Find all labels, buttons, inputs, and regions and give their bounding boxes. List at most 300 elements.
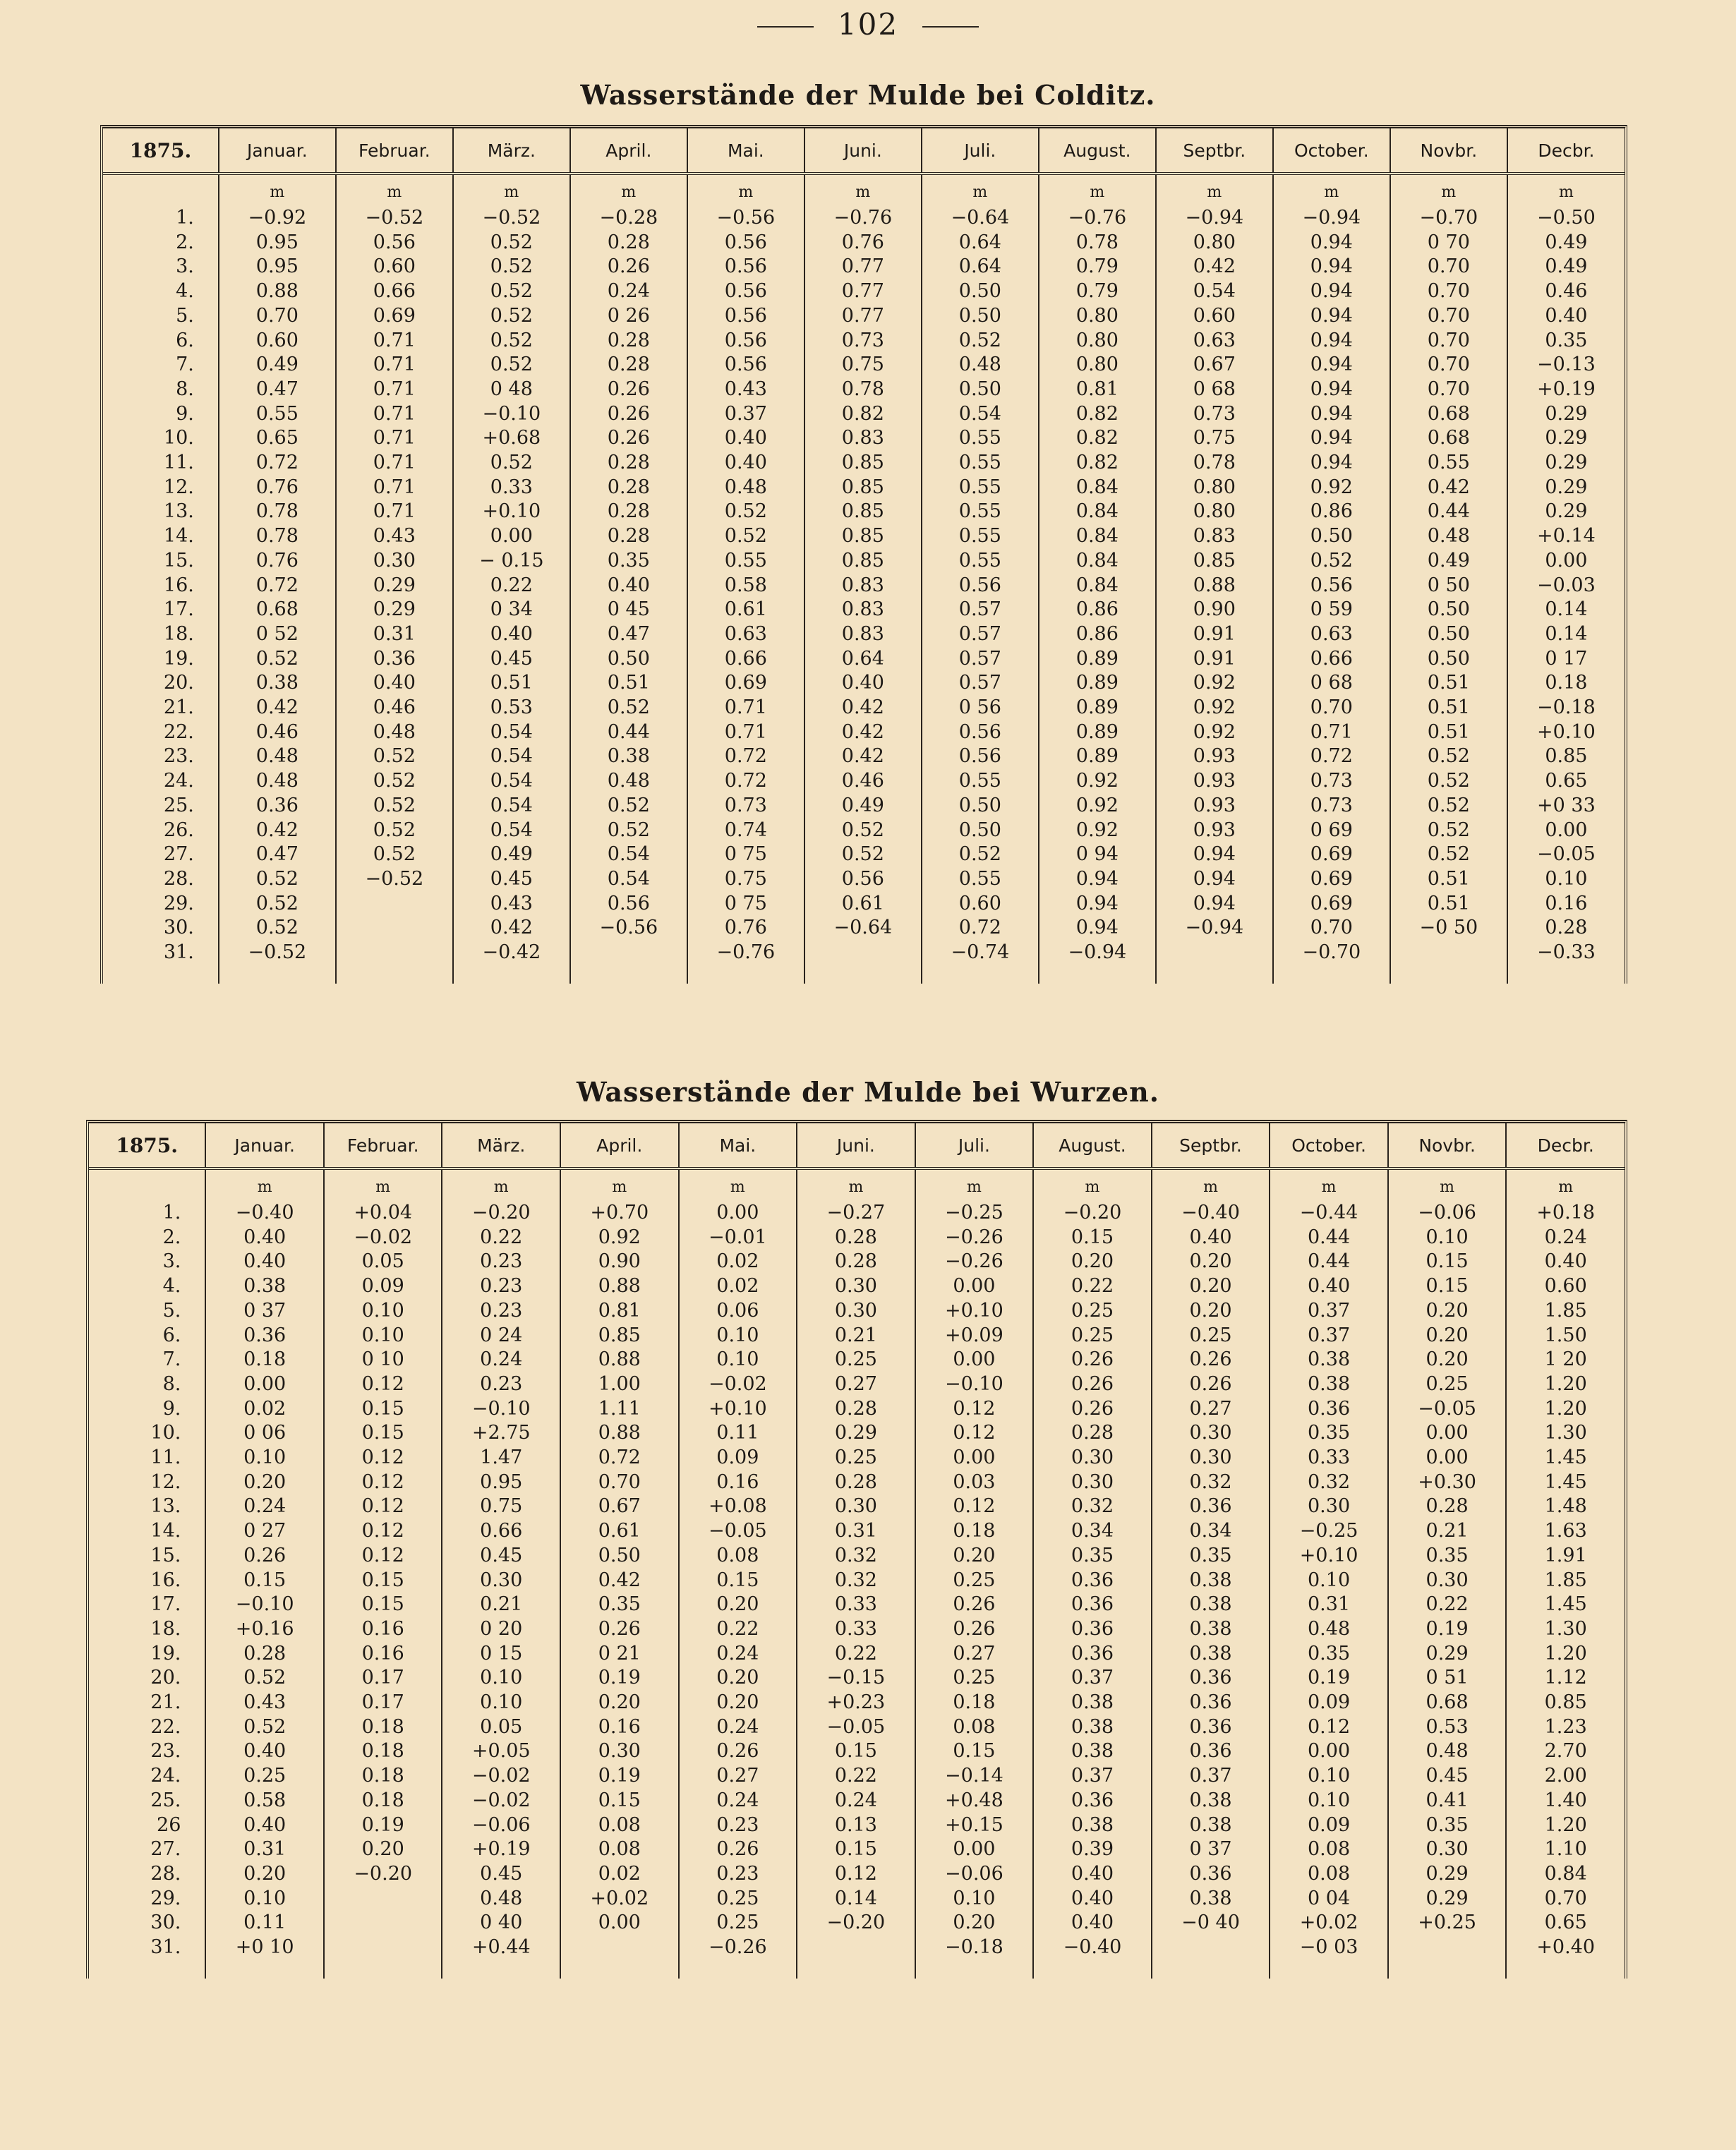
water-level-cell: 0.80 [1039,353,1156,378]
water-level-cell: 0.16 [324,1617,442,1642]
water-level-cell: 0.49 [219,353,336,378]
water-level-cell: 0.72 [560,1446,679,1470]
water-level-cell: 0.00 [1270,1739,1388,1764]
water-level-cell: 0.28 [797,1470,915,1495]
water-level-cell: 0.49 [1507,231,1625,255]
water-level-cell: 0.48 [336,720,453,745]
water-level-cell: 0.14 [1507,622,1625,647]
water-level-cell: 0.82 [1039,451,1156,476]
water-level-cell: 0.00 [915,1837,1034,1862]
water-level-cell: 0.77 [804,304,922,329]
water-level-cell: 0.67 [560,1494,679,1519]
water-level-cell: −0.94 [1273,206,1390,231]
water-level-cell: 0.63 [687,622,804,647]
water-level-cell: 0.36 [1033,1617,1152,1642]
unit-label: m [1273,174,1390,206]
table-row [89,1569,1625,1593]
water-level-cell: 0.52 [219,867,336,892]
water-level-cell: +0.30 [1388,1470,1507,1495]
table-row [89,1372,1625,1397]
water-level-cell: 0.45 [1388,1764,1507,1789]
water-level-cell: 0.30 [336,549,453,574]
water-level-cell: 0.84 [1506,1862,1625,1887]
water-level-cell: 0.28 [1507,916,1625,941]
table-row [103,892,1625,917]
water-level-cell: 0.25 [915,1666,1034,1691]
water-level-cell: 0.38 [1033,1691,1152,1715]
water-level-cell: 0.20 [205,1470,324,1495]
water-level-cell: 0.56 [922,720,1039,745]
water-level-cell: 0.84 [1039,574,1156,598]
water-level-cell: 0.29 [1388,1887,1507,1912]
day-label: 8. [162,1372,181,1395]
day-label: 15. [163,549,194,572]
unit-label: m [324,1168,442,1201]
water-level-cell: −0.06 [442,1813,560,1838]
water-level-cell: 0.08 [679,1544,797,1569]
water-level-cell: 0.20 [1388,1348,1507,1372]
water-level-cell: 0.71 [687,720,804,745]
water-level-cell: 0.71 [336,402,453,427]
wurzen-table-title: Wasserstände der Mulde bei Wurzen. [576,1076,1160,1108]
water-level-cell: 0.48 [1270,1617,1388,1642]
water-level-cell: 0.52 [453,353,570,378]
water-level-cell: 0.30 [560,1739,679,1764]
month-header: Februar. [324,1123,442,1168]
water-level-cell: 0.54 [922,402,1039,427]
water-level-cell: 0.20 [205,1862,324,1887]
unit-label: m [804,174,922,206]
water-level-cell: 0.92 [1156,671,1273,696]
water-level-cell: 0.95 [442,1470,560,1495]
water-level-cell: −0.26 [679,1935,797,1960]
water-level-cell: 0.94 [1273,255,1390,279]
water-level-cell: 0.10 [205,1446,324,1470]
water-level-cell: 0.08 [915,1715,1034,1740]
water-level-cell: 0.51 [453,671,570,696]
water-level-cell [336,941,453,965]
water-level-cell: 0.46 [1507,279,1625,304]
water-level-cell: 0.57 [922,647,1039,672]
water-level-cell: 0.20 [679,1593,797,1617]
water-level-cell: 0.89 [1039,696,1156,720]
day-label: 9. [162,1397,181,1420]
table-row [89,1593,1625,1617]
water-level-cell: 0.49 [804,794,922,819]
water-level-cell: 0.53 [453,696,570,720]
table-row [103,574,1625,598]
water-level-cell: 0.52 [336,794,453,819]
table-row [103,426,1625,451]
water-level-cell: 0.32 [1152,1470,1270,1495]
day-label: 30. [163,917,194,939]
water-level-cell: 0.20 [1388,1299,1507,1324]
water-level-cell: 0.90 [560,1250,679,1274]
water-level-cell: 0.38 [1152,1569,1270,1593]
water-level-cell: 0.92 [1039,794,1156,819]
water-level-cell: 0.30 [797,1299,915,1324]
water-level-cell: 0.84 [1039,524,1156,549]
water-level-cell: 0.76 [219,549,336,574]
day-label: 26 [157,1813,181,1836]
water-level-cell: 0.51 [1390,671,1507,696]
water-level-cell: 0.38 [1152,1617,1270,1642]
water-level-cell: 0.71 [336,426,453,451]
water-level-cell: 0.09 [324,1274,442,1299]
water-level-cell: 0 94 [1039,843,1156,867]
water-level-cell: 0.40 [336,671,453,696]
water-level-cell: 0.71 [336,476,453,500]
water-level-cell: −0.03 [1507,574,1625,598]
day-label: 8. [176,378,194,400]
water-level-cell: 0.36 [1270,1397,1388,1422]
water-level-cell: 0.60 [1156,304,1273,329]
water-level-cell: 0.55 [922,549,1039,574]
table-row [103,647,1625,672]
water-level-cell: 0.28 [1033,1421,1152,1446]
water-level-cell: 0 27 [205,1519,324,1544]
water-level-cell: 0.94 [1273,451,1390,476]
water-level-cell: − 0.15 [453,549,570,574]
water-level-cell: 0.20 [915,1911,1034,1935]
water-level-cell: 0.26 [1033,1348,1152,1372]
water-level-cell: 0 37 [1152,1837,1270,1862]
water-level-cell: 0.38 [219,671,336,696]
water-level-cell: 0.12 [324,1470,442,1495]
water-level-cell: 0.72 [219,451,336,476]
water-level-cell: 0.73 [1156,402,1273,427]
water-level-cell: −0.44 [1270,1201,1388,1226]
water-level-cell: 0.02 [679,1250,797,1274]
day-label: 19. [150,1642,181,1665]
header-row [103,128,1625,174]
spacer-cell [570,965,687,984]
water-level-cell: 0.73 [1273,769,1390,794]
water-level-cell: −0.05 [1507,843,1625,867]
water-level-cell: 0.85 [1507,744,1625,769]
table-row [103,500,1625,524]
water-level-cell: 0.72 [219,574,336,598]
water-level-cell: 0.58 [205,1789,324,1813]
water-level-cell: 0.36 [1033,1569,1152,1593]
water-level-cell: 0.71 [1273,720,1390,745]
water-level-cell: 1.40 [1506,1789,1625,1813]
water-level-cell: 0.52 [453,451,570,476]
water-level-cell: 0.44 [570,720,687,745]
table-row [103,867,1625,892]
water-level-cell: 0.37 [1033,1764,1152,1789]
table-row [103,279,1625,304]
water-level-cell: 0.84 [1039,476,1156,500]
water-level-cell: 0.47 [570,622,687,647]
unit-label: m [205,1168,324,1201]
water-level-cell: 0.30 [1152,1421,1270,1446]
water-level-cell: 0.94 [1156,867,1273,892]
water-level-cell: 0.26 [915,1617,1034,1642]
water-level-cell: 0.40 [205,1739,324,1764]
water-level-cell: 0.50 [1390,622,1507,647]
water-level-cell: 0.85 [1506,1691,1625,1715]
water-level-cell: 0.26 [205,1544,324,1569]
water-level-cell: 0.29 [1507,402,1625,427]
water-level-cell: 0.26 [1152,1348,1270,1372]
water-level-cell: 0.94 [1156,892,1273,917]
water-level-cell: 0.36 [205,1324,324,1348]
water-level-cell: 0.21 [1388,1519,1507,1544]
water-level-cell: 0.20 [679,1666,797,1691]
table-row [103,843,1625,867]
water-level-cell: 1.45 [1506,1593,1625,1617]
day-label: 22. [150,1715,181,1738]
water-level-cell: 0 20 [442,1617,560,1642]
water-level-cell: 0.56 [687,329,804,354]
water-level-cell: 0.60 [336,255,453,279]
table-row [103,549,1625,574]
water-level-cell: 0.81 [1039,378,1156,402]
day-label: 24. [150,1765,181,1787]
water-level-cell: 0.16 [679,1470,797,1495]
water-level-cell: 0.55 [1390,451,1507,476]
water-level-cell: 0.08 [560,1837,679,1862]
table-row [89,1617,1625,1642]
water-level-cell: 0.44 [1270,1250,1388,1274]
water-level-cell: 0.77 [804,255,922,279]
spacer-cell [1506,1960,1625,1979]
table-row [89,1421,1625,1446]
day-label: 6. [162,1324,181,1346]
month-header: Januar. [205,1123,324,1168]
water-level-cell: 0.42 [453,916,570,941]
water-level-cell: 0.24 [570,279,687,304]
water-level-cell: 0.15 [1388,1250,1507,1274]
month-header: Septbr. [1152,1123,1270,1168]
water-level-cell: 0.26 [679,1837,797,1862]
water-level-cell: −0.40 [1152,1201,1270,1226]
water-level-cell: 1.30 [1506,1421,1625,1446]
unit-blank-cell [103,174,219,206]
table-row [103,819,1625,843]
water-level-cell: 0 68 [1273,671,1390,696]
day-label: 13. [163,500,194,523]
water-level-cell: 0.10 [1270,1764,1388,1789]
month-header: April. [570,128,687,174]
water-level-cell: 0.91 [1156,647,1273,672]
water-level-cell: −0.33 [1507,941,1625,965]
water-level-cell: 0 34 [453,598,570,622]
water-level-cell: 0.69 [1273,843,1390,867]
water-level-cell: 0.30 [797,1274,915,1299]
table-row [103,671,1625,696]
header-row [89,1123,1625,1168]
water-level-cell: 0.28 [570,231,687,255]
spacer-cell [205,1960,324,1979]
water-level-cell: −0 40 [1152,1911,1270,1935]
water-level-cell: 0.89 [1039,720,1156,745]
unit-label: m [1270,1168,1388,1201]
water-level-cell: 0.40 [570,574,687,598]
water-level-cell: 0.25 [679,1887,797,1912]
water-level-cell: 0.40 [205,1250,324,1274]
water-level-cell: 0.60 [922,892,1039,917]
water-level-cell: −0.52 [336,206,453,231]
water-level-cell: 0.00 [560,1911,679,1935]
water-level-cell: 0.92 [560,1226,679,1250]
water-level-cell: 0.26 [915,1593,1034,1617]
unit-label: m [1507,174,1625,206]
water-level-cell: 0.14 [1507,598,1625,622]
water-level-cell: 0.54 [570,867,687,892]
water-level-cell: 0.20 [1152,1274,1270,1299]
water-level-cell: 0.80 [1156,476,1273,500]
water-level-cell: 0.73 [687,794,804,819]
water-level-cell: 0.55 [922,769,1039,794]
water-level-cell: 0.32 [797,1544,915,1569]
colditz-table-title: Wasserstände der Mulde bei Colditz. [580,79,1156,111]
water-level-cell: 0.40 [1152,1226,1270,1250]
spacer-cell [453,965,570,984]
water-level-cell: 0.76 [219,476,336,500]
water-level-cell: 0.02 [679,1274,797,1299]
water-level-cell: 0.82 [804,402,922,427]
table-row [89,1446,1625,1470]
water-level-cell: −0.74 [922,941,1039,965]
water-level-cell: 0.85 [804,524,922,549]
water-level-cell: −0.56 [570,916,687,941]
table-row [103,696,1625,720]
spacer-cell [679,1960,797,1979]
water-level-cell: 0 70 [1390,231,1507,255]
water-level-cell: 0.93 [1156,744,1273,769]
water-level-cell: 0.26 [570,255,687,279]
water-level-cell: +0 10 [205,1935,324,1960]
water-level-cell: 0.12 [324,1372,442,1397]
water-level-cell: 0.40 [1506,1250,1625,1274]
water-level-cell: 0.25 [1388,1372,1507,1397]
water-level-cell: 0.52 [336,744,453,769]
table-row [89,1935,1625,1960]
water-level-cell: 0 48 [453,378,570,402]
water-level-cell: 0.34 [1152,1519,1270,1544]
water-level-cell: 0.00 [915,1274,1034,1299]
water-level-cell: 0.29 [1507,500,1625,524]
water-level-cell: 0.51 [1390,892,1507,917]
water-level-cell: 0.20 [1388,1324,1507,1348]
water-level-cell: +0.02 [1270,1911,1388,1935]
water-level-cell: 0.29 [336,598,453,622]
water-level-cell: 0.45 [453,867,570,892]
water-level-cell: 0.51 [1390,696,1507,720]
table-row [103,231,1625,255]
day-label: 2. [176,231,194,253]
water-level-cell: 0.50 [1273,524,1390,549]
spacer-cell [103,965,219,984]
water-level-cell: 0.43 [205,1691,324,1715]
water-level-cell: 0 56 [922,696,1039,720]
water-level-cell: 0.26 [1152,1372,1270,1397]
water-level-cell: 0.22 [679,1617,797,1642]
day-label: 4. [176,280,194,303]
month-header: Mai. [687,128,804,174]
water-level-cell: 0.25 [797,1348,915,1372]
water-level-cell: 0.16 [560,1715,679,1740]
table-row [103,353,1625,378]
water-level-cell: 0.61 [560,1519,679,1544]
water-level-cell: 0.56 [687,279,804,304]
water-level-cell: 0.56 [804,867,922,892]
table-row [89,1299,1625,1324]
unit-row [103,174,1625,206]
water-level-cell: 0.37 [1270,1324,1388,1348]
water-level-cell: 0.69 [336,304,453,329]
water-level-cell: 0.55 [922,524,1039,549]
water-level-cell: 0.44 [1390,500,1507,524]
water-level-cell: 0.49 [1507,255,1625,279]
table-row [89,1715,1625,1740]
water-level-cell: 0.40 [205,1813,324,1838]
water-level-cell: 0.86 [1273,500,1390,524]
water-level-cell: 0.20 [1033,1250,1152,1274]
water-level-cell: 0.78 [219,524,336,549]
water-level-cell: 0.30 [1388,1569,1507,1593]
water-level-cell: 0.26 [570,426,687,451]
water-level-cell: 0.66 [687,647,804,672]
water-level-cell: 0 45 [570,598,687,622]
water-level-cell: 0.47 [219,378,336,402]
water-level-cell: 0.52 [453,231,570,255]
water-level-cell: 0.70 [219,304,336,329]
water-level-cell: −0.92 [219,206,336,231]
water-level-cell: 0.00 [1388,1421,1507,1446]
water-level-cell: 0.52 [453,279,570,304]
water-level-cell: 0.55 [922,500,1039,524]
water-level-cell: 0.88 [1156,574,1273,598]
water-level-cell: 0.38 [1033,1715,1152,1740]
table-row [89,1911,1625,1935]
spacer-cell [797,1960,915,1979]
water-level-cell: 0.68 [1390,402,1507,427]
water-level-cell: −0.40 [1033,1935,1152,1960]
month-header: October. [1273,128,1390,174]
water-level-cell: 0.10 [679,1348,797,1372]
water-level-cell: 0.56 [570,892,687,917]
water-level-cell: 0.15 [324,1421,442,1446]
water-level-cell: 0.35 [1507,329,1625,354]
water-level-cell [336,892,453,917]
spacer-cell [324,1960,442,1979]
table-row [89,1739,1625,1764]
page-number [0,7,1736,42]
water-level-cell: 0.52 [219,647,336,672]
spacer-cell [336,965,453,984]
colditz-water-level-table [100,125,1627,984]
day-label: 20. [150,1667,181,1689]
spacer-cell [1039,965,1156,984]
unit-label: m [570,174,687,206]
water-level-cell: 0.40 [1033,1862,1152,1887]
water-level-cell: 0.24 [679,1789,797,1813]
water-level-cell: 0 17 [1507,647,1625,672]
table-row [103,916,1625,941]
water-level-cell: 0.10 [915,1887,1034,1912]
water-level-cell: 0.86 [1039,622,1156,647]
water-level-cell: 0.15 [797,1739,915,1764]
water-level-cell: 0.94 [1039,916,1156,941]
day-label: 17. [150,1593,181,1616]
water-level-cell: 0.56 [922,744,1039,769]
water-level-cell: 0.08 [560,1813,679,1838]
water-level-cell: 0.68 [1390,426,1507,451]
water-level-cell: 1.00 [560,1372,679,1397]
